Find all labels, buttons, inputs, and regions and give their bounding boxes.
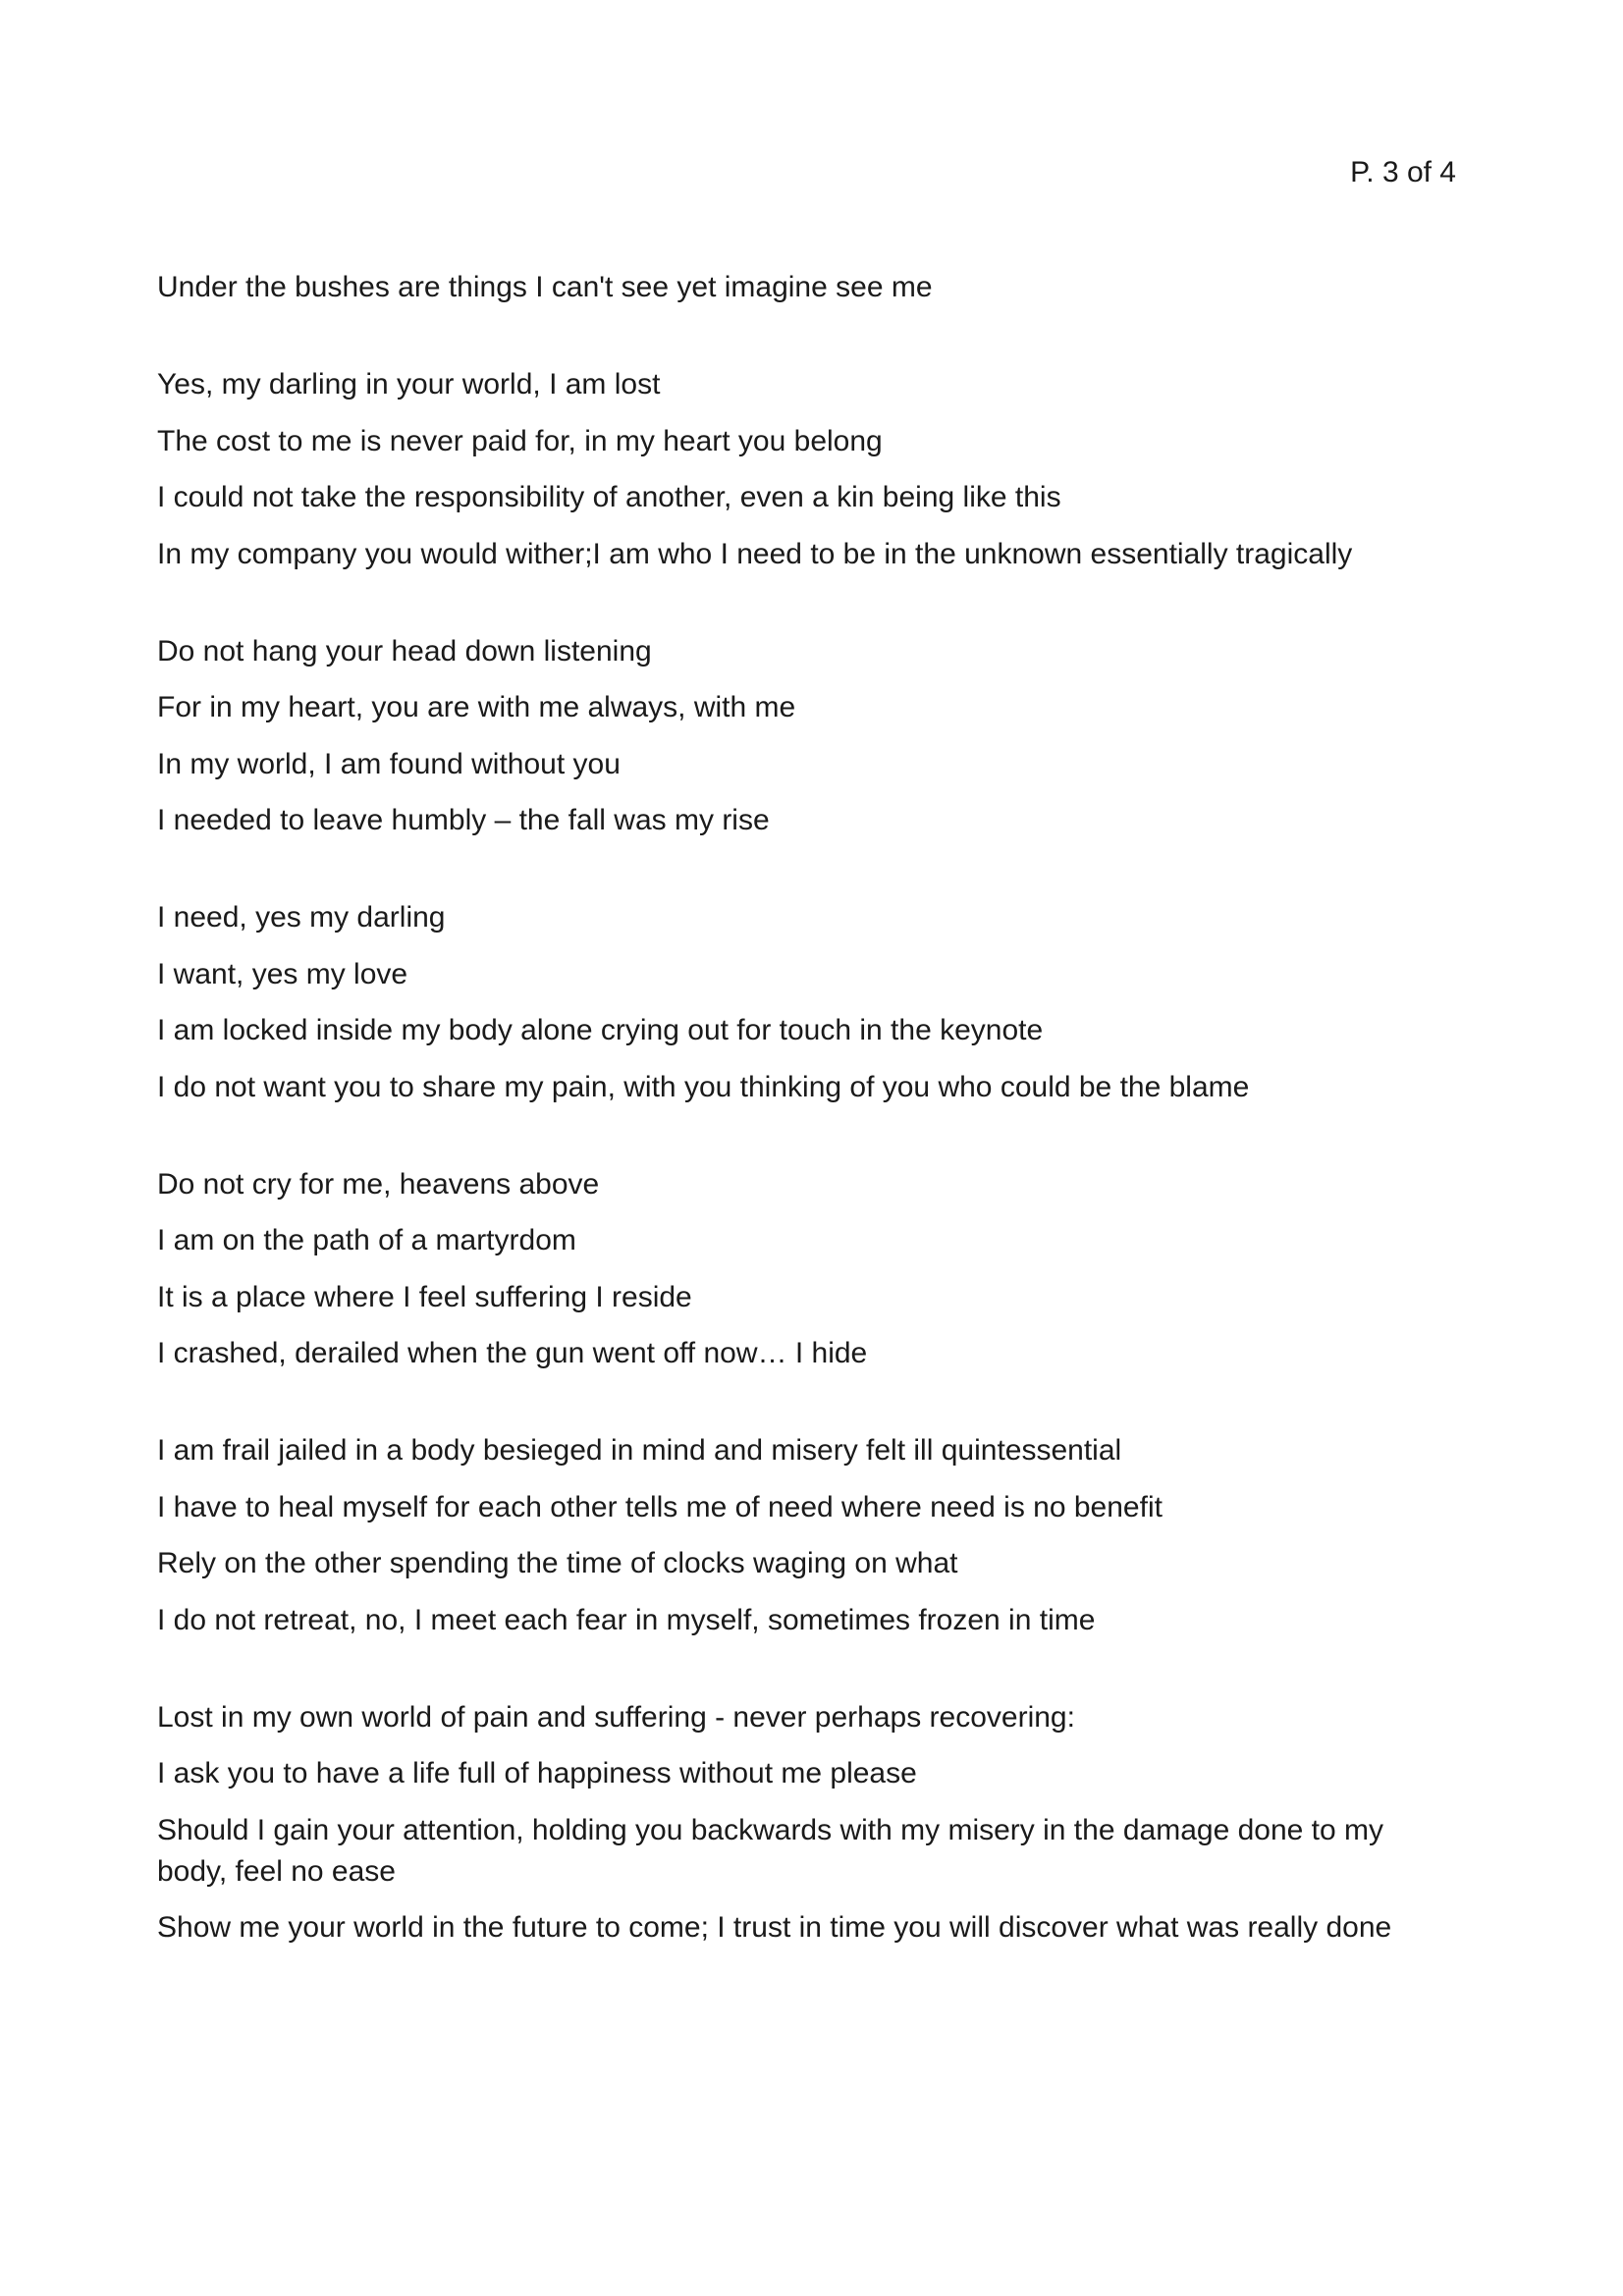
stanza-4 bbox=[157, 897, 1434, 1108]
stanza-3 bbox=[157, 631, 1434, 842]
stanza-5 bbox=[157, 1164, 1434, 1375]
poem-line: I could not take the responsibility of another, even a kin being like this bbox=[157, 481, 1061, 513]
poem-body bbox=[157, 267, 1434, 2004]
poem-line: I crashed, derailed when the gun went off now… I hide bbox=[157, 1337, 868, 1369]
poem-line: In my company you would wither;I am who I need to be in the unknown essentially tragically bbox=[157, 537, 1353, 570]
poem-line: I have to heal myself for each other tells me of need where need is no benefit bbox=[157, 1490, 1163, 1523]
poem-line: Show me your world in the future to come; I trust in time you will discover what was really done bbox=[157, 1911, 1392, 1944]
stanza-2 bbox=[157, 364, 1434, 575]
stanza-6 bbox=[157, 1430, 1434, 1641]
poem-line: Under the bushes are things I can't see yet imagine see me bbox=[157, 271, 933, 303]
poem-line: Should I gain your attention, holding you backwards with my misery in the damage done to my body, feel no ease bbox=[157, 1813, 1384, 1888]
poem-line: I ask you to have a life full of happiness without me please bbox=[157, 1757, 917, 1789]
poem-line: I need, yes my darling bbox=[157, 901, 446, 934]
poem-line: I do not retreat, no, I meet each fear in myself, sometimes frozen in time bbox=[157, 1603, 1096, 1636]
poem-line: Rely on the other spending the time of clocks waging on what bbox=[157, 1547, 958, 1579]
poem-line: Lost in my own world of pain and suffering - never perhaps recovering: bbox=[157, 1700, 1075, 1734]
poem-line: I am on the path of a martyrdom bbox=[157, 1224, 576, 1256]
page-number: P. 3 of 4 bbox=[1350, 156, 1456, 188]
poem-line: I needed to leave humbly – the fall was my rise bbox=[157, 804, 770, 836]
poem-line: Do not hang your head down listening bbox=[157, 634, 652, 667]
poem-line: The cost to me is never paid for, in my heart you belong bbox=[157, 424, 883, 457]
poem-line: It is a place where I feel suffering I reside bbox=[157, 1280, 692, 1313]
poem-line: I am frail jailed in a body besieged in mind and misery felt ill quintessential bbox=[157, 1434, 1122, 1467]
poem-line: I want, yes my love bbox=[157, 957, 408, 990]
poem-line: Yes, my darling in your world, I am lost bbox=[157, 368, 661, 400]
poem-line: For in my heart, you are with me always, with me bbox=[157, 691, 796, 723]
stanza-7 bbox=[157, 1697, 1434, 1949]
poem-line: I am locked inside my body alone crying out for touch in the keynote bbox=[157, 1014, 1044, 1046]
stanza-1 bbox=[157, 267, 1434, 308]
poem-line: I do not want you to share my pain, with you thinking of you who could be the blame bbox=[157, 1070, 1250, 1103]
poem-line: Do not cry for me, heavens above bbox=[157, 1167, 600, 1201]
poem-line: In my world, I am found without you bbox=[157, 747, 621, 780]
